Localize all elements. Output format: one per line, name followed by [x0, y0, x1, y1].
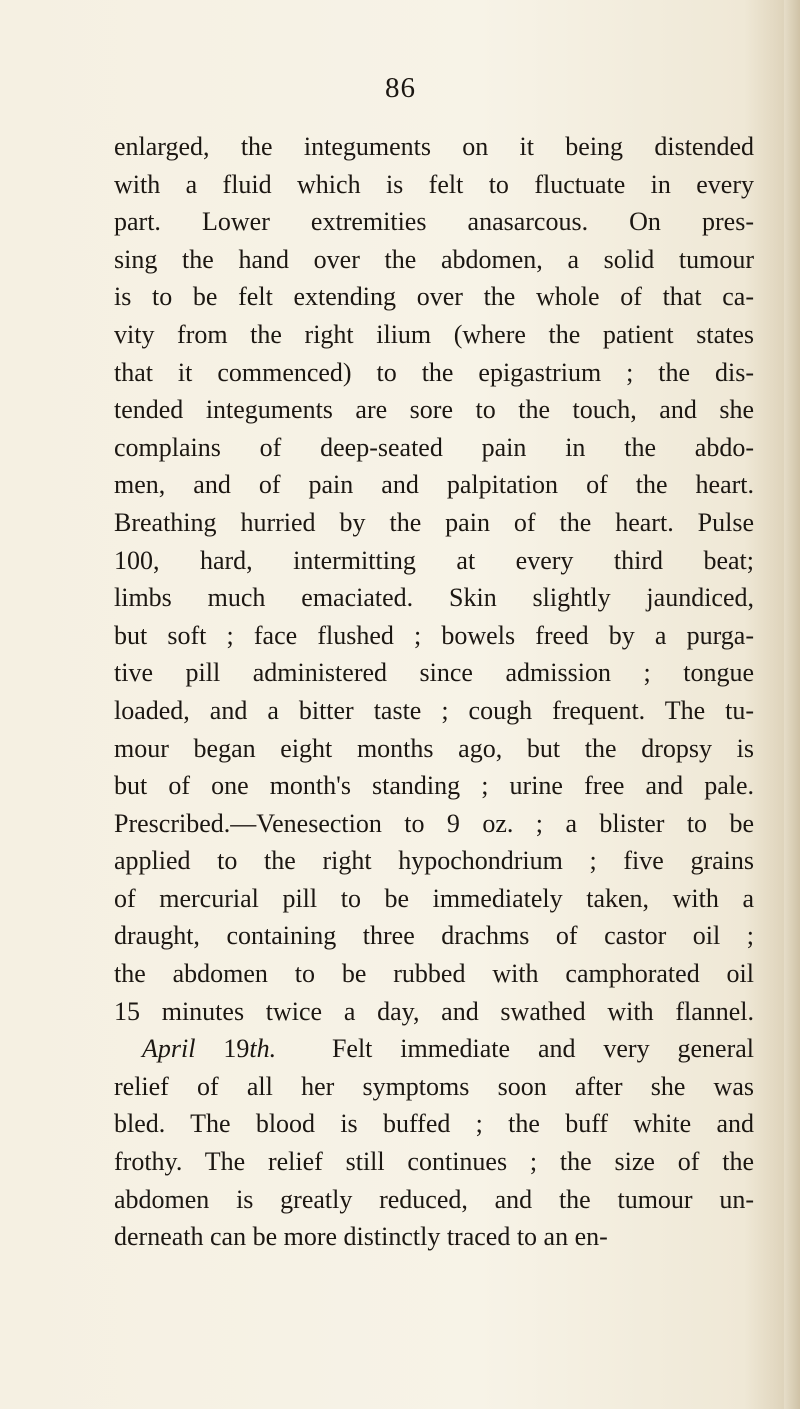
date-day: 19: [223, 1034, 250, 1064]
text-line: that it commenced) to the epigastrium ; the dis-: [114, 357, 754, 387]
text-line: relief of all her symptoms soon after she was: [114, 1071, 754, 1101]
page-edge: [784, 0, 800, 1409]
text-line: tive pill administered since admission ; tongue: [114, 658, 754, 688]
text-line: draught, containing three drachms of castor oil ;: [114, 921, 754, 951]
text-line: but of one month's standing ; urine free and pale.: [114, 771, 754, 801]
text-line: applied to the right hypochondrium ; five grains: [114, 846, 754, 876]
text-line: derneath can be more distinctly traced to an en-: [114, 1222, 608, 1252]
text-line: part. Lower extremities anasarcous. On pres-: [114, 207, 754, 237]
text-line: 100, hard, intermitting at every third beat;: [114, 545, 754, 575]
text-line: but soft ; face flushed ; bowels freed by a purga-: [114, 620, 754, 650]
text-line: abdomen is greatly reduced, and the tumour un-: [114, 1184, 754, 1214]
text-line: with a fluid which is felt to fluctuate in every: [114, 169, 754, 199]
text-line: Prescribed.—Venesection to 9 oz. ; a blister to be: [114, 808, 754, 838]
text-line: enlarged, the integuments on it being distended: [114, 132, 754, 161]
text-line: complains of deep-seated pain in the abdo-: [114, 432, 754, 462]
text-line: sing the hand over the abdomen, a solid tumour: [114, 244, 754, 274]
text-line: tended integuments are sore to the touch, and she: [114, 395, 754, 425]
text-line: 15 minutes twice a day, and swathed with flannel.: [114, 996, 754, 1026]
text-line: men, and of pain and palpitation of the heart.: [114, 470, 754, 500]
text-line: vity from the right ilium (where the patient states: [114, 319, 754, 349]
text-line: limbs much emaciated. Skin slightly jaundiced,: [114, 583, 754, 613]
date-suffix: th.: [249, 1034, 277, 1064]
text-line: Breathing hurried by the pain of the heart. Pulse: [114, 507, 754, 537]
page-number: 86: [385, 72, 416, 104]
text-line: mour began eight months ago, but the dropsy is: [114, 733, 754, 763]
text-line: the abdomen to be rubbed with camphorated oil: [114, 959, 754, 989]
date-month: April: [142, 1034, 196, 1064]
text-line: Felt immediate and very general: [331, 1034, 755, 1064]
text-line: bled. The blood is buffed ; the buff white and: [114, 1109, 754, 1139]
text-line: loaded, and a bitter taste ; cough frequent. The tu-: [114, 695, 754, 725]
date-entry-line: [114, 1030, 754, 1068]
text-line: of mercurial pill to be immediately taken, with a: [114, 883, 754, 913]
text-line: frothy. The relief still continues ; the size of the: [114, 1147, 754, 1177]
text-line: is to be felt extending over the whole of that ca-: [114, 282, 754, 312]
body-text: [114, 128, 754, 1256]
